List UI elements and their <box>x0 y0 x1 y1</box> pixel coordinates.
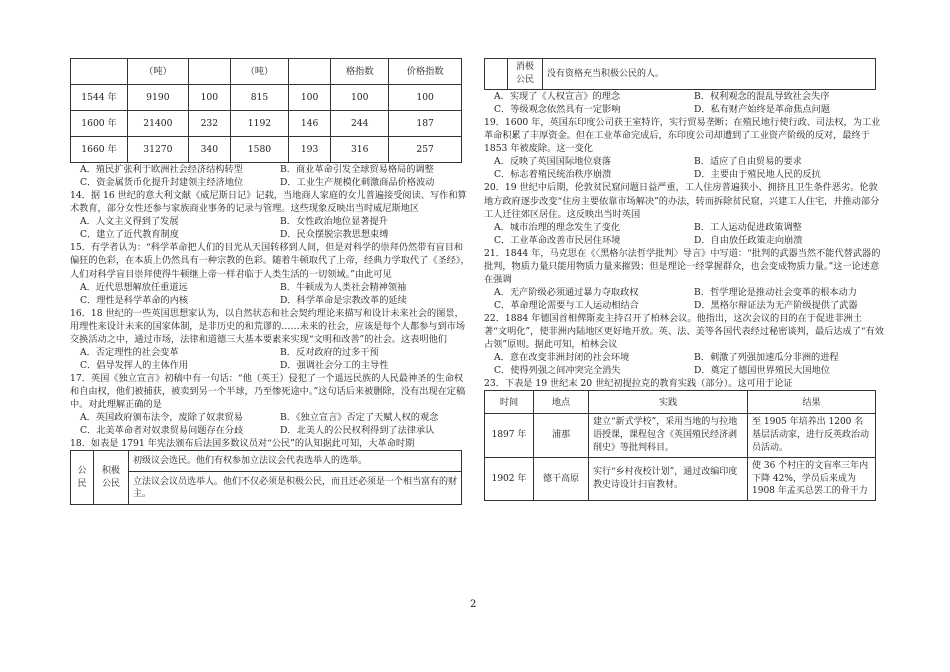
option-d[interactable]: D．科学革命是宗教改革的延续 <box>280 294 407 306</box>
table-row: 1660 年 31270 340 1580 193 316 257 <box>71 137 462 163</box>
option-d[interactable]: D．主要由于殖民地人民的反抗 <box>694 169 821 181</box>
option-a[interactable]: A．人文主义得到了发展 <box>80 216 179 228</box>
option-c[interactable]: C．倡导发挥人的主体作用 <box>80 359 189 371</box>
option-c[interactable]: C．北美革命者对奴隶贸易问题存在分歧 <box>80 425 244 437</box>
option-d[interactable]: D．自由放任政策走向崩溃 <box>694 234 803 246</box>
question-14-stem: 14．据 16 世纪的意大利文献《威尼斯日记》记载，当地商人家庭的女儿普遍接受阅读、写作和算术教育，部分女性还参与家族商业事务的记录与管理。这些现象反映出当时威尼斯地区 <box>70 190 467 215</box>
option-a[interactable]: A．反映了英国国际地位衰落 <box>494 156 611 168</box>
option-c[interactable]: C．理性是科学革命的内核 <box>80 294 189 306</box>
option-d[interactable]: D．北美人的公民权利得到了法律承认 <box>280 425 435 437</box>
option-a[interactable]: A．英国政府颁布法令，废除了奴隶贸易 <box>80 412 243 424</box>
option-d[interactable]: D．工业生产规模化刺激商品价格波动 <box>280 177 435 189</box>
option-a[interactable]: A．实现了《人权宣言》的理念 <box>494 91 621 102</box>
option-b[interactable]: B．适应了自由贸易的要求 <box>694 156 802 168</box>
table-row: 1544 年 9190 100 815 100 100 100 <box>71 85 462 111</box>
option-a[interactable]: A．城市治理的理念发生了变化 <box>494 221 621 233</box>
table-row: 1902 年 德干高原 实行“乡村夜校计划”，通过改编印度教史诗设计扫盲教材。 使 36 个村庄的文盲率三年内下降 42%，学员后来成为 1908 年孟买总罢工的骨干力 <box>485 457 876 500</box>
table-row: 1600 年 21400 232 1192 146 244 187 <box>71 111 462 137</box>
citizen-table <box>70 450 462 505</box>
option-a[interactable]: A．意在改变非洲封闭的社会环境 <box>494 352 630 364</box>
q17-options <box>70 411 470 437</box>
tilak-education-table <box>484 390 876 501</box>
option-c[interactable]: C．使得列强之间冲突完全消失 <box>494 365 621 377</box>
option-c[interactable]: C．标志着殖民统治秩序崩溃 <box>494 169 612 181</box>
table-row: 消极公民 没有资格充当积极公民的人。 <box>485 59 876 90</box>
q18-options <box>484 90 884 116</box>
option-b[interactable]: B．哲学理论是推动社会变革的根本动力 <box>694 286 857 298</box>
q22-options <box>484 351 884 377</box>
option-b[interactable]: B．反对政府的过多干预 <box>280 346 379 358</box>
option-d[interactable]: D．强调社会分工的主导性 <box>280 359 389 371</box>
option-c[interactable]: C．建立了近代教育制度 <box>80 229 179 241</box>
option-d[interactable]: D．黑格尔辩证法为无产阶级提供了武器 <box>694 300 858 311</box>
option-c[interactable]: C．资金属货币化提升封建领主经济地位 <box>80 177 244 189</box>
question-17-stem: 17．英国《独立宣言》初稿中有一句话：“他（英王）侵犯了一个遥远民族的人民最神圣的生命权和自由权，他们被捕获，被卖到另一个半球，乃至惨死途中。”这句话后来被删除，没有出现在定稿中。对此理解正确的是 <box>70 373 466 411</box>
table-row: 1897 年 浦那 建立“新式学校”，采用当地的与拉地语授课，课程包含《英国殖民经济剥削史》等批判科目。 至 1905 年培养出 1200 名基层活动家，进行反英政治动员活动。 <box>485 414 876 457</box>
option-b[interactable]: B．牛顿成为人类社会精神领袖 <box>280 281 407 293</box>
q13-options <box>70 163 470 189</box>
option-a[interactable]: A．殖民扩张利于欧洲社会经济结构转型 <box>80 164 243 175</box>
option-c[interactable]: C．工业革命改善市民居住环境 <box>494 234 621 246</box>
option-d[interactable]: D．民众摆脱宗教思想束缚 <box>280 229 389 241</box>
right-column <box>484 58 884 501</box>
question-21-stem: 21．1844 年，马克思在《〈黑格尔法哲学批判〉导言》中写道：“批判的武器当然不能代替武器的批判，物质力量只能用物质力量来摧毁；但是理论一经掌握群众，也会变成物质力量。”这一论述意在强调 <box>484 247 881 285</box>
table-row: 立法议会议员选举人。他们不仅必须是积极公民，而且还必须是一个相当富有的财主。 <box>71 472 462 505</box>
table-header-row: 时间 地点 实践 结果 <box>485 391 876 414</box>
option-c[interactable]: C．等级观念依然具有一定影响 <box>494 104 621 116</box>
q19-options <box>484 155 884 181</box>
q15-options <box>70 281 470 307</box>
question-18-stem: 18．如表是 1791 年宪法颁布后法国多数议员对“公民”的认知据此可知，大革命时期 <box>70 438 415 450</box>
option-b[interactable]: B．刺激了列强加速瓜分非洲的进程 <box>694 352 839 364</box>
question-19-stem: 19．1600 年，英国东印度公司获王室特许，实行贸易垄断；在殖民地行使行政、司法权，为工业革命积累了丰厚资金。但在工业革命完成后，东印度公司却遭到了工业资产阶级的反对，最终于 1853 年被废除。这一变化 <box>484 117 881 155</box>
question-16-stem: 16．18 世纪的一些英国思想家认为，以自然状态和社会契约理论来描写和设计未来社会的图景，用理性来设计未来的国家体制，是非历史的和荒谬的……未来的社会，应该是每个人都参与到市场交换活动之中，通过市场，法律和道德三大基本要素来实现“文明和改善”的社会。这表明他们 <box>70 307 466 345</box>
q16-options <box>70 346 470 372</box>
question-23-stem: 23．下表是 19 世纪末 20 世纪初提拉克的教育实践（部分）。这可用于论证 <box>484 378 793 390</box>
option-b[interactable]: B．权利观念的混乱导致社会失序 <box>694 91 830 102</box>
left-column <box>70 58 470 505</box>
table-row: （吨） （吨） 格指数 价格指数 <box>71 59 462 85</box>
option-b[interactable]: B．商业革命引发全球贸易格局的调整 <box>280 164 434 175</box>
table-row: 公民 积极公民 初级议会选民。他们有权参加立法议会代表选举人的选举。 <box>71 451 462 472</box>
q20-options <box>484 221 884 247</box>
option-a[interactable]: A．近代思想解放任重道远 <box>80 281 188 293</box>
question-20-stem: 20．19 世纪中后期，伦敦贫民窟问题日益严重，工人住房普遍狭小、拥挤且卫生条件恶劣。伦敦地方政府逐步改变“住房主要依靠市场解决”的办法，转而拆除贫民窟，兴建工人住宅，并推动部分工人迁往郊区居住。这反映出当时英国 <box>484 182 880 220</box>
q21-options <box>484 286 884 312</box>
option-b[interactable]: B．《独立宣言》否定了天赋人权的观念 <box>280 412 439 424</box>
option-a[interactable]: A．否定理性的社会变革 <box>80 346 179 358</box>
question-15-stem: 15．有学者认为：“科学革命把人们的目光从天国转移到人间，但是对科学的崇拜仍然带有盲目和偏狂的色彩，在本质上仍然具有一种宗教的色彩。随着牛顿取代了上帝，经典力学取代了《圣经》，人们对科学盲目崇拜使得牛顿继上帝一样君临于人类生活的一切领域。”由此可见 <box>70 242 470 280</box>
trade-table <box>70 58 462 163</box>
page-number: 2 <box>470 599 477 610</box>
option-c[interactable]: C．革命理论需要与工人运动相结合 <box>494 300 639 311</box>
option-d[interactable]: D．奠定了德国世界殖民大国地位 <box>694 365 830 377</box>
option-b[interactable]: B．工人运动促进政策调整 <box>694 221 802 233</box>
citizen-table-continued <box>484 58 876 90</box>
option-b[interactable]: B．女性政治地位显著提升 <box>280 216 388 228</box>
option-a[interactable]: A．无产阶级必须通过暴力夺取政权 <box>494 286 639 298</box>
q14-options <box>70 215 470 241</box>
question-22-stem: 22．1884 年德国首相俾斯麦主持召开了柏林会议。他指出，这次会议的目的在于促进非洲土著“文明化”，使非洲内陆地区更好地开放。英、法、美等各国代表经过秘密谈判，最后达成了“有效占领”原则。据此可知，柏林会议 <box>484 313 884 351</box>
option-d[interactable]: D．私有财产始终是革命焦点问题 <box>694 104 830 116</box>
